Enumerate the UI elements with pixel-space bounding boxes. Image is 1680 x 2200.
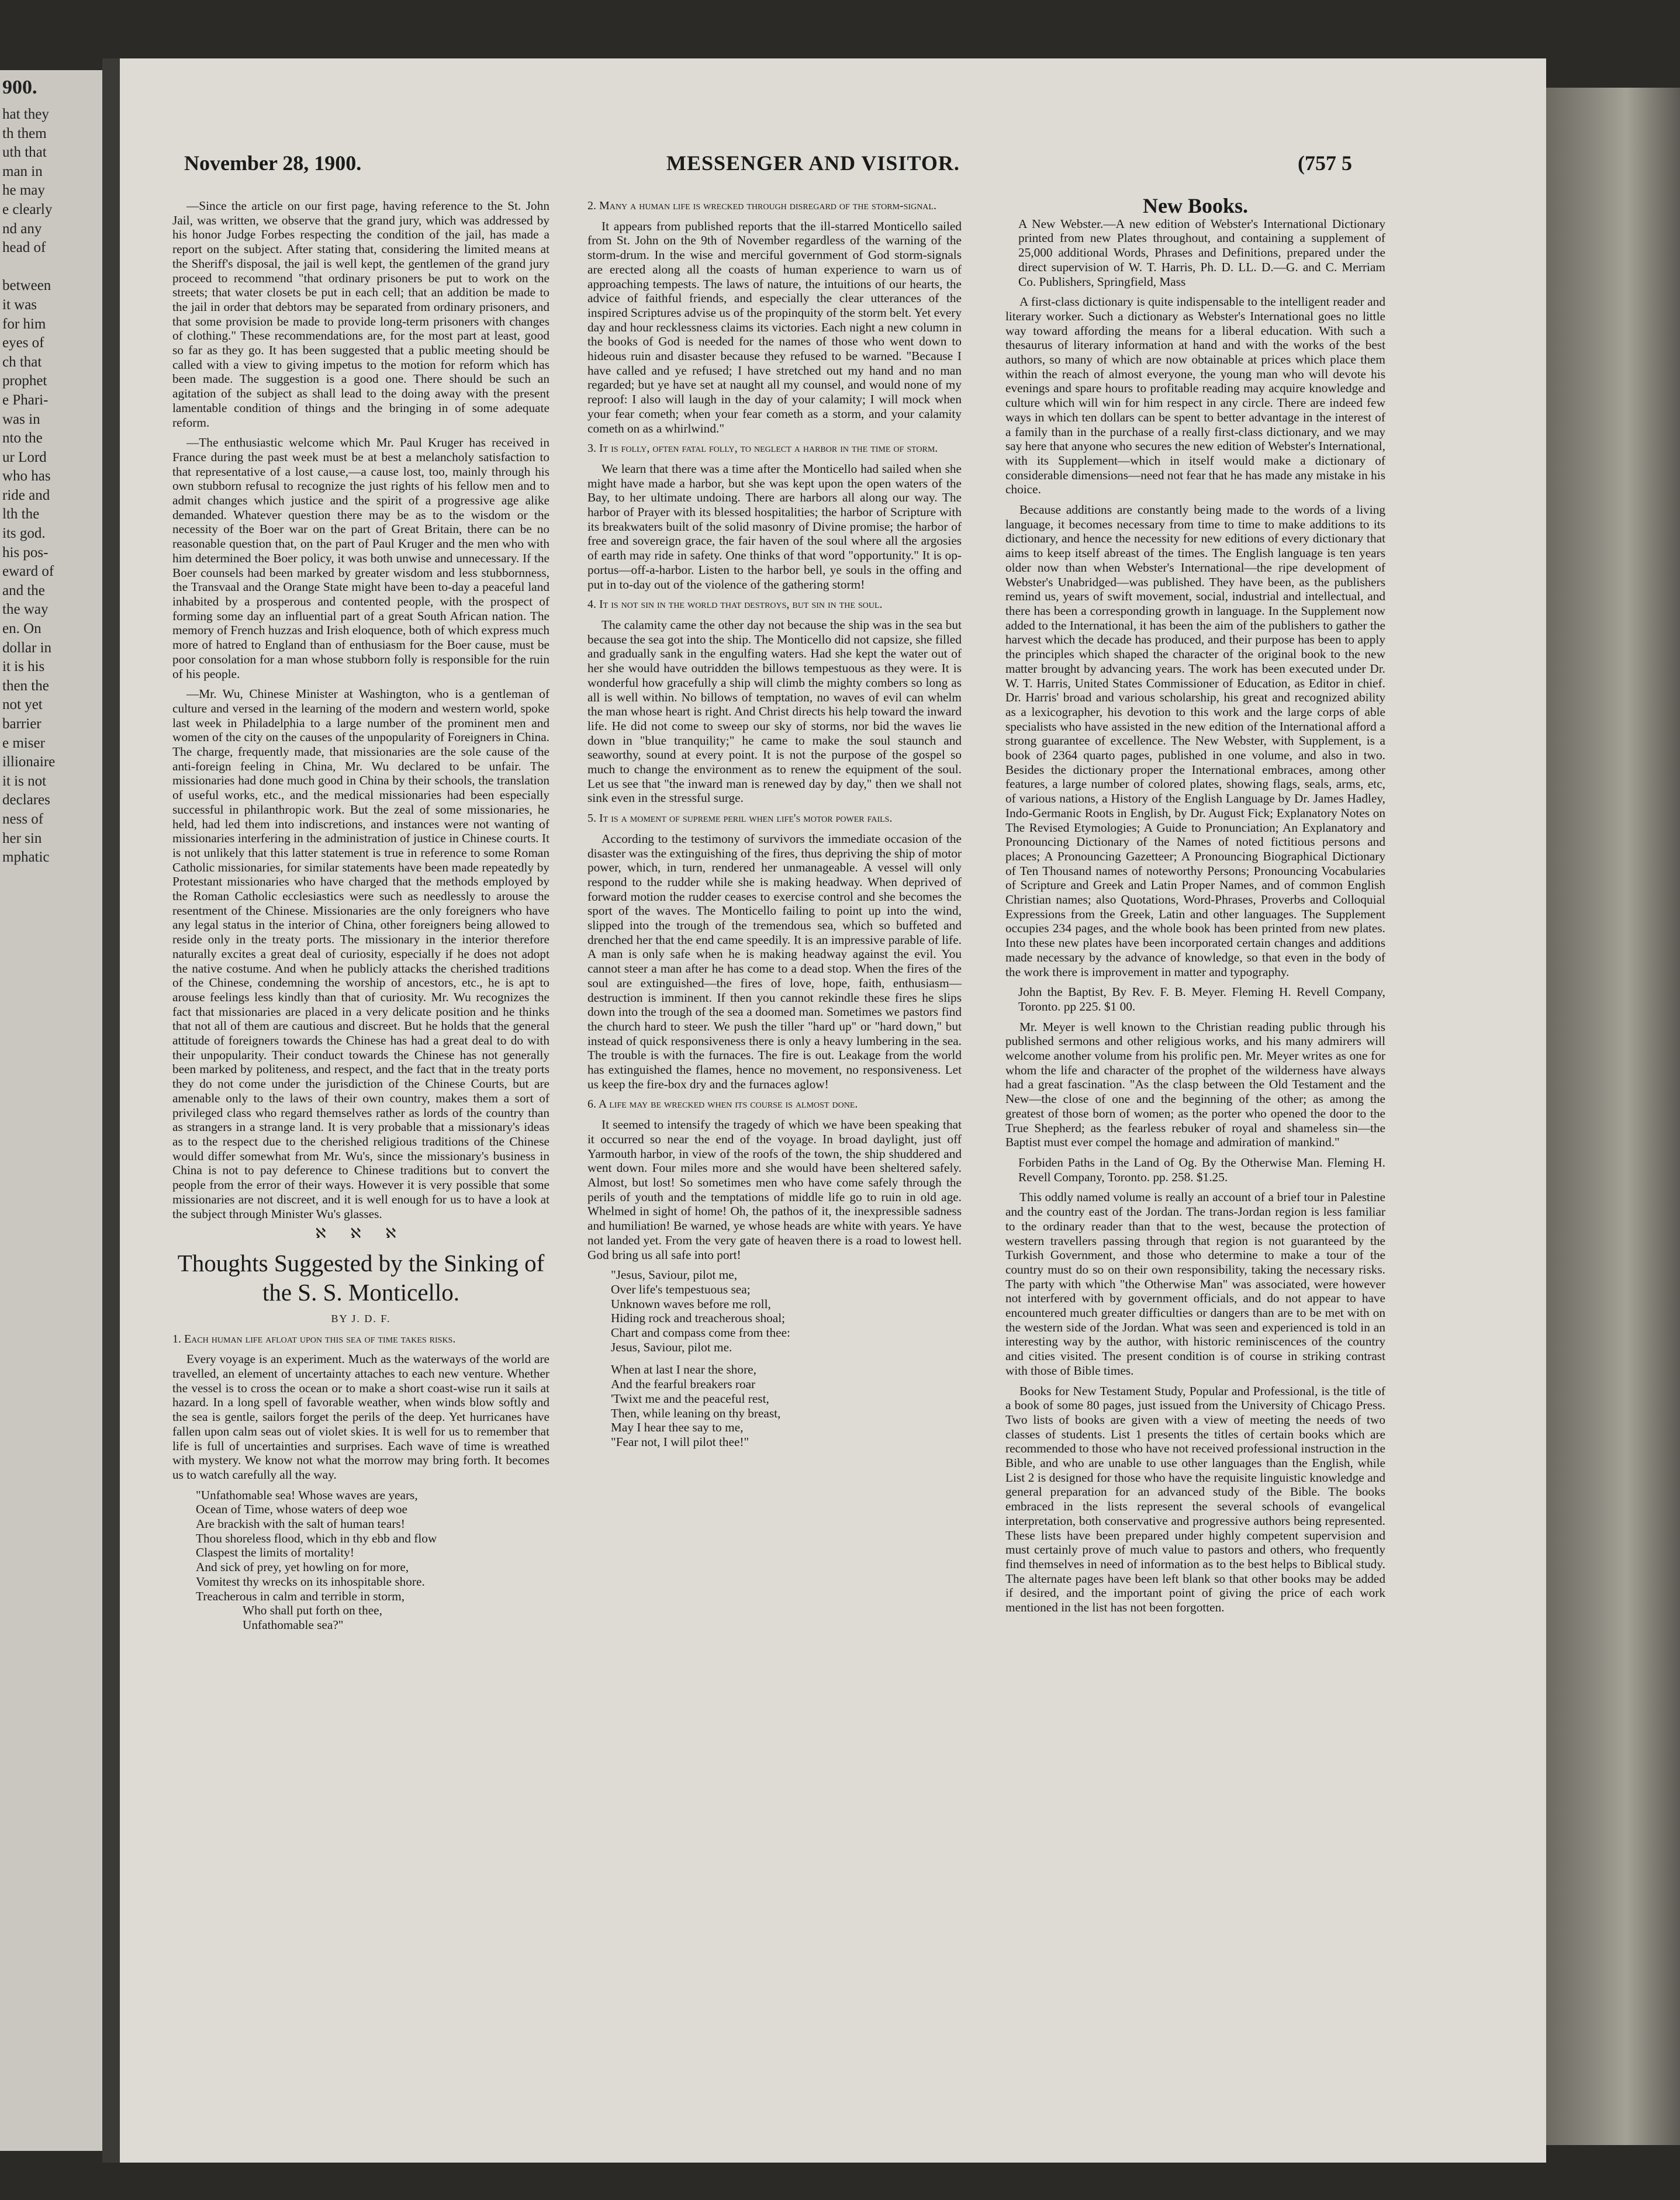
hymn-line: Over life's tempestuous sea;	[611, 1282, 751, 1296]
book-entry-john-the-baptist: John the Baptist, By Rev. F. B. Meyer. Fleming H. Revell Company, Toronto. pp 225. $1 00.	[1018, 985, 1385, 1013]
column-2	[587, 199, 962, 1455]
hymn-line: "Fear not, I will pilot thee!"	[611, 1434, 749, 1449]
hymn-line: Jesus, Saviour, pilot me.	[611, 1340, 732, 1354]
left-page-text-fragment: ur Lord	[2, 449, 47, 465]
left-page-text-fragment: th them	[2, 125, 47, 141]
left-page-text-fragment: illionaire	[2, 754, 56, 770]
poem-line: And sick of prey, yet howling on for more,	[196, 1560, 409, 1575]
column-1	[172, 199, 549, 1638]
left-page-text-fragment: eward of	[2, 563, 54, 580]
section-1-text: Every voyage is an experiment. Much as the waterways of the world are travelled, an element of uncertainty attaches to each new venture. Whether the vessel is to cross the ocean or to make a short coast-wise run it sails at hazard. In a long spell of favorable weather, when winds blow softly and the sea is gentle, sailors forget the perils of the deep. Yet hurricanes have fallen upon calm seas out of violet skies. It is well for us to remember that life is full of uncertainties and surprises. Each wave of time is wreathed with mystery. We know not what the morrow may bring forth. It becomes us to watch carefully all the way.	[172, 1352, 549, 1482]
left-page-text-fragment: it is not	[2, 773, 47, 789]
book-review-new-testament-study: Books for New Testament Study, Popular and Professional, is the title of a book of some 80 pages, just issued from the University of Chicago Press. Two lists of books are given with a view of meeting the needs of two classes of students. List 1 presents the titles of certain books which are recommended to those who have not received professional instruction in the Bible, and who are unable to use other languages than the English, while List 2 is designed for those who have the requisite linguistic knowledge and general preparation for an advanced study of the Bible. The books embraced in the lists represent the several schools of evangelical interpretation, both conservative and progressive authors being represented. These lists have been prepared under highly competent supervision and must certainly prove of much value to pastors and others, who frequently find themselves in need of information as to the best helps to Biblical study. The alternate pages have been left blank so that other books may be added if desired, and the important point of giving the price of each work mentioned in the list has not been forgotten.	[1005, 1383, 1385, 1615]
left-page-text-fragment: between	[2, 278, 51, 294]
article-headline: Thoughts Suggested by the Sinking of the S. S. Monticello.	[177, 1249, 545, 1306]
hymn-line: "Jesus, Saviour, pilot me,	[611, 1268, 738, 1282]
left-page-text-fragment: lth the	[2, 506, 40, 523]
hymn-line: And the fearful breakers roar	[611, 1377, 756, 1392]
editorial-kruger: —The enthusiastic welcome which Mr. Paul Kruger has received in France during the past week must be at best a melancholy satisfaction to that representative of a lost cause,—a cause lost, too, mainly through his own stubborn refusal to recognize the just rights of his fellow men and to admit changes which justice and the spirit of a progressive age alike demanded. Whatever question there may be as to the wisdom or the necessity of the Boer war on the part of Great Britain, there can be no reasonable question that, on the part of Paul Kruger and the men who with him determined the Boer policy, it was both unwise and unnecessary. If the Boer counsels had been marked by greater wisdom and less stubbornness, the Transvaal and the Orange State might have been to-day a peaceful land inhabited by a prosperous and contented people, with the prospect of forming some day an influential part of a great South African nation. The memory of French huzzas and Irish eloquence, both of which express much more of hatred to England than of enthusiasm for the Boer cause, must be poor consolation for a man whose stubborn folly is responsible for the ruin of his people.	[172, 435, 549, 681]
section-4-title: 4. It is not sin in the world that destroys, but sin in the soul.	[587, 598, 883, 611]
section-ornament: ℵ ℵ ℵ	[315, 1226, 407, 1242]
poem-unfathomable-sea	[196, 1488, 549, 1632]
page-number: (757 5	[1298, 151, 1352, 175]
left-page-text-fragment: not yet	[2, 697, 43, 713]
section-5-text: According to the testimony of survivors the immediate occasion of the disaster was the extinguishing of the fires, thus depriving the ship of motor power, which, in turn, rendered her unmanageable. A vessel will only respond to the rudder while she is making headway. When deprived of forward motion the rudder ceases to exercise control and she becomes the sport of the waves. The Monticello failing to point up into the wind, slipped into the trough of the tremendous sea, which so buffeted and drenched her that the end came speedily. It is an impressive parable of life. A man is only safe when he is making headway against the evil. You cannot steer a man after he has come to a dead stop. When the fires of the soul are extinguished—the fires of love, hope, faith, enthusiasm—destruction is imminent. If then you cannot rekindle these fires he slips down into the trough of the sea a doomed man. Sometimes we pastors find the church hard to steer. We push the tiller "hard up" or "hard down," but instead of quick responsiveness there is only a heavy lumbering in the sea. The trouble is with the furnaces. The fire is out. Leakage from the world has extinguished the flames, hence no movement, no responsiveness. Let us keep the fire-box dry and the furnaces aglow!	[587, 831, 962, 1091]
left-page-text-fragment: prophet	[2, 373, 47, 389]
left-page-text-fragment: mphatic	[2, 849, 50, 866]
left-page-text-fragment: and the	[2, 582, 45, 599]
book-review-webster-1: A first-class dictionary is quite indispensable to the intelligent reader and literary worker. Such a dictionary as Webster's International goes no little way toward affording the means for a liberal education. With such a thesaurus of literary information at hand and with the works of the best authors, so many of which are now obtainable at prices which place them within the reach of almost everyone, the young man who will devote his evenings and spare hours to profitable reading may acquire knowledge and culture which will win for him respect in any circle. There are indeed few ways in which ten dollars can be spent to better advantage in the interest of a family than in the purchase of a really first-class dictionary, and we may say here that anyone who secures the new edition of Webster's International, with its Supplement—which in itself would make a dictionary of considerable dimensions—need not fear that he has made any mistake in his choice.	[1005, 295, 1385, 497]
poem-line: "Unfathomable sea! Whose waves are years,	[196, 1488, 418, 1502]
page-header	[120, 151, 1546, 192]
masthead-title: MESSENGER AND VISITOR.	[666, 151, 960, 175]
left-page-text-fragment: ch that	[2, 354, 42, 370]
hymn-line: May I hear thee say to me,	[611, 1420, 744, 1435]
left-page-text-fragment: then the	[2, 677, 49, 694]
article-byline: BY J. D. F.	[331, 1312, 391, 1324]
left-page-text-fragment: barrier	[2, 716, 42, 732]
hymn-line: Chart and compass come from thee:	[611, 1326, 790, 1340]
left-page-text-fragment: it is his	[2, 659, 45, 675]
book-review-john-the-baptist: Mr. Meyer is well known to the Christian reading public through his published sermons and other religious works, and his many admirers will welcome another volume from his prolific pen. Mr. Meyer writes as one for whom the life and character of the prophet of the wilderness have always had a great fascination. "As the clasp between the Old Testament and the New—the close of one and the beginning of the other; as among the greatest of those born of women; as the porter who opened the door to the True Shepherd; as the fearless rebuker of royal and shameless sin—the Baptist must ever compel the homage and admiration of mankind."	[1005, 1019, 1385, 1150]
left-page-text-fragment: was in	[2, 411, 40, 427]
issue-date: November 28, 1900.	[184, 151, 362, 175]
left-page-text-fragments	[0, 105, 102, 867]
left-page-text-fragment: head of	[2, 240, 46, 256]
left-page-text-fragment: eyes of	[2, 335, 44, 351]
adjacent-left-page	[0, 70, 102, 2151]
poem-line: Claspest the limits of mortality!	[196, 1545, 354, 1560]
poem-line: Ocean of Time, whose waters of deep woe	[196, 1502, 407, 1517]
section-2-title: 2. Many a human life is wrecked through disregard of the storm-signal.	[587, 199, 936, 212]
poem-line: Treacherous in calm and terrible in storm,	[196, 1589, 405, 1603]
poem-line: Unfathomable sea?"	[243, 1617, 344, 1632]
section-2-text: It appears from published reports that the ill-starred Monticello sailed from St. John on the 9th of November regardless of the warning of the storm-drum. In the wise and merciful government of God storm-signals are erected along all the coasts of human experience to warn us of approaching tempests. The laws of nature, the intuitions of our hearts, the advice of faithful friends, and especially the clear utterances of the inspired Scriptures advise us of the propinquity of the storm belt. Yet every day and hour recklessness claims its victories. Each night a new column in the books of God is needed for the names of those who went down to hideous ruin and disaster because they refused to be warned. "Because I have called and ye refused; I have stretched out my hand and no man regarded; but ye have set at naught all my counsel, and would none of my reproof: I also will laugh in the day of your calamity; I will mock when your fear cometh; when your fear cometh as a storm, and your calamity cometh on as a whirlwind."	[587, 219, 962, 435]
left-page-text-fragment: the way	[2, 601, 49, 618]
left-page-text-fragment: ness of	[2, 811, 44, 827]
left-page-text-fragment: nto the	[2, 430, 43, 447]
left-page-text-fragment: man in	[2, 163, 43, 179]
hymn-line	[611, 1354, 962, 1362]
left-page-text-fragment: dollar in	[2, 639, 52, 656]
book-entry-webster: A New Webster.—A new edition of Webster's International Dictionary printed from new Plates throughout, and containing a supplement of 25,000 additional Words, Phrases and Definitions, prepared under the direct supervision of W. T. Harris, Ph. D. LL. D.—G. and C. Merriam Co. Publishers, Springfield, Mass	[1018, 216, 1385, 289]
left-page-text-fragment: declares	[2, 792, 50, 808]
left-page-number-fragment: 900.	[2, 77, 37, 98]
left-page-text-fragment: e Phari-	[2, 392, 49, 408]
section-1-title: 1. Each human life afloat upon this sea of time takes risks.	[172, 1332, 456, 1345]
left-page-text-fragment: uth that	[2, 144, 47, 161]
left-page-text-fragment: en. On	[2, 621, 42, 637]
page-gutter	[102, 58, 120, 2163]
left-page-text-fragment: its god.	[2, 525, 46, 542]
left-page-text-fragment: ride and	[2, 487, 50, 503]
left-page-text-fragment: e clearly	[2, 201, 53, 217]
section-3-text: We learn that there was a time after the Monticello had sailed when she might have made a harbor, but she was kept upon the open waters of the Bay, to her ultimate undoing. There are harbors all along our way. The harbor of Prayer with its blessed hospitalities; the harbor of Scripture with its breakwaters built of the solid masonry of Divine promise; the harbor of free and sovereign grace, the fair haven of the soul where all the argosies of earth may ride in safety. One thinks of that word "opportunity." It is op-portus—off-a-harbor. Listen to the harbor bell, ye souls in the offing and put in to-day out of the violence of the gathering storm!	[587, 461, 962, 591]
left-page-text-fragment: he may	[2, 182, 45, 199]
left-page-text-fragment: his pos-	[2, 544, 49, 561]
editorial-mr-wu: —Mr. Wu, Chinese Minister at Washington, who is a gentleman of culture and versed in the learning of the modern and western world, spoke last week in Philadelphia to a large number of the prominent men and women of the city on the causes of the unpopularity of Foreigners in China. The charge, frequently made, that missionaries are the sole cause of the anti-foreign feeling in China, Mr. Wu declared to be unfair. The missionaries had done much good in China by their schools, the translation of useful works, etc., and the medical missionaries had been especially successful in philanthropic work. But the zeal of some missionaries, he held, had led them into indiscretions, and instances were not wanting of missionaries interfering in the administration of justice in Chinese courts. It is not unlikely that this latter statement is true in reference to some Roman Catholic missionaries, for similar statements have been made repeatedly by Protestant missionaries who have charged that the methods employed by the Roman Catholic ecclesiastics were such as needlessly to arouse the resentment of the Chinese. Missionaries are the only foreigners who have any legal status in the interior of China, other foreigners being allowed to reside only in the treaty ports. The missionary in the interior therefore naturally excites a great deal of curiosity, especially if he does not adopt the native costume. And when he publicly attacks the cherished traditions of the Chinese, condemning the worship of ancestors, etc., he is apt to arouse feelings less kindly than that of curiosity. Mr. Wu recognizes the fact that missionaries are placed in a very delicate position and he thinks that not all of them are cautious and discreet. But he holds that the general attitude of foreigners towards the Chinese has had a great deal to do with their unpopularity. Their conduct towards the Chinese has not generally been marked by politeness, and respect, and the fact that in the treaty ports they do not come under the jurisdiction of the Chinese Courts, but are amenable only to the laws of their own country, makes them a sort of privileged class who regard themselves rather as lords of the country than as strangers in a strange land. It is very probable that a missionary's ideas as to the respect due to the cherished religious traditions of the Chinese would differ somewhat from Mr. Wu's, since the missionary's business in China is not to pay deference to Chinese traditions but to convert the people from the error of their ways. However it is very possible that some missionaries are not discreet, and it is well enough for us to have a look at the subject through Minister Wu's glasses.	[172, 687, 549, 1221]
editorial-jail: —Since the article on our first page, having reference to the St. John Jail, was written, we observe that the grand jury, which was addressed by his honor Judge Forbes respecting the condition of the jail, has made a report on the subject. After stating that, considering the limited means at the Sheriff's disposal, the jail is well kept, the gentlemen of the grand jury proceed to recommend "that ordinary prisoners be put to work on the streets; that water closets be put in each cell; that an addition be made to the jail in order that debtors may be separated from ordinary prisoners, and that some provision be made to provide long-term prisoners with changes of clothing." These recommendations are, for the most part at least, good so far as they go. It has been suggested that a public meeting should be called with a view to giving impetus to the motion for reform which has been made. The suggestion is a good one. There should be such an agitation of the subject as shall lead to the doing away with the present lamentable condition of things and the bringing in of some adequate reform.	[172, 199, 549, 430]
section-6-title: 6. A life may be wrecked when its course is almost done.	[587, 1098, 858, 1111]
poem-line: Vomitest thy wrecks on its inhospitable shore.	[196, 1574, 425, 1589]
section-3-title: 3. It is folly, often fatal folly, to neglect a harbor in the time of storm.	[587, 442, 938, 455]
hymn-line: Hiding rock and treacherous shoal;	[611, 1311, 786, 1326]
poem-line: Thou shoreless flood, which in thy ebb and flow	[196, 1531, 437, 1545]
hymn-jesus-saviour-pilot-me	[611, 1268, 962, 1449]
poem-line: Who shall put forth on thee,	[243, 1603, 382, 1618]
section-5-title: 5. It is a moment of supreme peril when life's motor power fails.	[587, 812, 893, 825]
new-books-heading: New Books.	[1142, 194, 1249, 217]
hymn-line: 'Twixt me and the peaceful rest,	[611, 1391, 769, 1406]
book-entry-land-of-og: Forbiden Paths in the Land of Og. By the Otherwise Man. Fleming H. Revell Company, Toronto. pp. 258. $1.25.	[1018, 1156, 1385, 1184]
column-3	[1005, 194, 1385, 1621]
hymn-line: Then, while leaning on thy breast,	[611, 1406, 781, 1420]
left-page-text-fragment: for him	[2, 316, 46, 332]
left-page-text-fragment: it was	[2, 296, 37, 313]
section-6-text: It seemed to intensify the tragedy of which we have been speaking that it occurred so near the end of the voyage. In broad daylight, just off Yarmouth harbor, in view of the roofs of the town, the ship shuddered and went down. Four miles more and she would have been sheltered safely. Almost, but lost! So sometimes men who have come safely through the perils of youth and the temptations of middle life go to ruin in old age. Whelmed in sight of home! Oh, the pathos of it, the inexpressible sadness and humiliation! Be warned, ye whose heads are white with years. Ye have not landed yet. From the very gate of heaven there is a road to lowest hell. God bring us all safe into port!	[587, 1118, 962, 1262]
section-4-text: The calamity came the other day not because the ship was in the sea but because the sea got into the ship. The Monticello did not capsize, she filled and gradually sank in the engulfing waters. Had she kept the water out of her she would have outridden the billows tempestuous as they were. It is wonderful how gracefully a ship will climb the mighty combers so long as all is well within. No billows of temptation, no waves of evil can whelm the man whose heart is right. And Christ directs his help toward the inward life. He did not come to sweep our sky of storms, nor bid the waves lie down in "blue tranquility;" he came to make the soul staunch and seaworthy, sound at every point. It is not the purpose of the gospel so much to change the environment as to renew the equipment of the soul. Let us see that "the inward man is renewed day by day," then we shall not sink even in the stressful surge.	[587, 617, 962, 805]
book-binding-edge	[1546, 88, 1680, 2145]
left-page-text-fragment: nd any	[2, 220, 42, 237]
left-page-text-fragment: hat they	[2, 106, 49, 122]
left-page-text-fragment: her sin	[2, 830, 42, 846]
poem-line: Are brackish with the salt of human tears!	[196, 1517, 405, 1531]
hymn-line: Unknown waves before me roll,	[611, 1296, 771, 1311]
left-page-text-fragment	[0, 258, 102, 277]
left-page-text-fragment: e miser	[2, 735, 45, 751]
book-review-webster-2: Because additions are constantly being made to the words of a living language, it becomes necessary from time to time to make additions to its dictionary, and hence the necessity for new editions of every dictionary that aims to keep itself abreast of the times. The English language is ten years older now than when Webster's International—the ripe development of Webster's Unabridged—was published. They have been, as the publishers remind us, years of swift movement, social, industrial and intellectual, and there has been a corresponding growth in language. In the Supplement now added to the International, it has been the aim of the publishers to gather the harvest which the decade has produced, and their purpose has been to apply the principles which shaped the character of the original book to the new matter brought by advancing years. The work has been executed under Dr. W. T. Harris, United States Commissioner of Education, as Editor in chief. Dr. Harris' broad and various scholarship, his great and recognized ability as a lexicographer, his devotion to this work and the large corps of able specialists who have assisted in the new edition of the International afford a strong guarantee of excellence. The New Webster, with Supplement, is a book of 2364 quarto pages, published in one volume, and also in two. Besides the dictionary proper the International embraces, among other features, a large number of colored plates, showing flags, seals, arms, etc, of various nations, a History of the English Language by Dr. James Hadley, Indo-Germanic Roots in English, by Dr. August Fick; Explanatory Notes on The Revised Etymologies; A Guide to Pronunciation; An Explanatory and Pronouncing Dictionary of the Names of noted fictitious persons and places; A Pronouncing Gazetteer; A Pronouncing Biographical Dictionary of Ten Thousand names of noteworthy Persons; Pronouncing Vocabularies of Scripture and Greek and Latin Proper Names, and of common English Christian names; also Quotations, Word-Phrases, Proverbs and Colloquial Expressions from the Greek, Latin and other languages. The Supplement occupies 234 pages, and the whole book has been printed from new plates. Into these new plates have been incorporated certain changes and additions made necessary by the advance of knowledge, so that even in the body of the work there is improvement in matter and typography.	[1005, 503, 1385, 979]
hymn-line: When at last I near the shore,	[611, 1362, 756, 1377]
book-review-land-of-og: This oddly named volume is really an account of a brief tour in Palestine and the country east of the Jordan. The trans-Jordan region is less familiar to the ordinary reader than that to the west, because the protection of western travellers passing through that region is not guaranteed by the Turkish Government, and those who determine to make a tour of the country must do so on their own responsibility, taking the necessary risks. The party with which "the Otherwise Man" was associated, were however not interfered with by government officials, and do not appear to have encountered much greater difficulties or dangers than are to be met with on the western side of the Jordan. What was seen and experienced is told in an interesting way by the author, with historic reminiscences of the country and cities visited. The present condition is of course in striking contrast with those of Bible times.	[1005, 1190, 1385, 1378]
newspaper-page	[120, 58, 1546, 2163]
left-page-text-fragment: who has	[2, 468, 51, 485]
